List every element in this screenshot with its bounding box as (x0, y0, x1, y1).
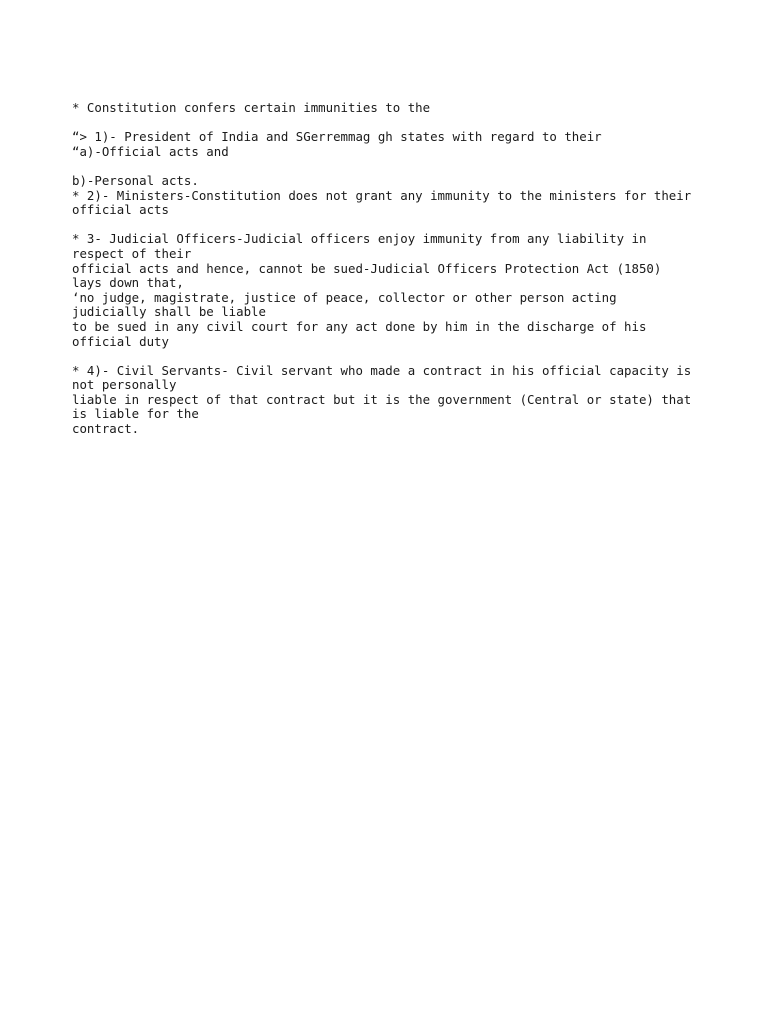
text-line: contract. (72, 421, 140, 437)
text-line: judicially shall be liable (72, 304, 266, 320)
blank-line (72, 159, 712, 174)
text-line: ‘no judge, magistrate, justice of peace, collector or other person acting (72, 289, 617, 305)
text-line: to be sued in any civil court for any act done by him in the discharge of his (72, 318, 647, 334)
text-line: official acts and hence, cannot be sued-Judicial Officers Protection Act (1850) (72, 260, 662, 276)
blank-line (72, 349, 712, 364)
text-line: * 4)- Civil Servants- Civil servant who made a contract in his official capacity is (72, 362, 692, 378)
text-line: “a)-Official acts and (72, 143, 229, 159)
blank-line (72, 116, 712, 131)
text-line: official duty (72, 333, 169, 349)
text-line: not personally (72, 377, 177, 393)
text-line: is liable for the (72, 406, 199, 422)
text-line: * 3- Judicial Officers-Judicial officers enjoy immunity from any liability in (72, 231, 647, 247)
text-line: liable in respect of that contract but it is the government (Central or state) that (72, 391, 692, 407)
text-line: “> 1)- President of India and SGerremmag gh states with regard to their (72, 129, 602, 145)
text-line: official acts (72, 202, 169, 218)
text-line: * Constitution confers certain immunities to the (72, 100, 431, 115)
blank-line (72, 218, 712, 233)
document-text (72, 101, 712, 437)
text-line: b)-Personal acts. (72, 172, 199, 188)
text-line: * 2)- Ministers-Constitution does not grant any immunity to the ministers for their (72, 187, 692, 203)
text-line: lays down that, (72, 275, 184, 291)
text-line: respect of their (72, 245, 192, 261)
